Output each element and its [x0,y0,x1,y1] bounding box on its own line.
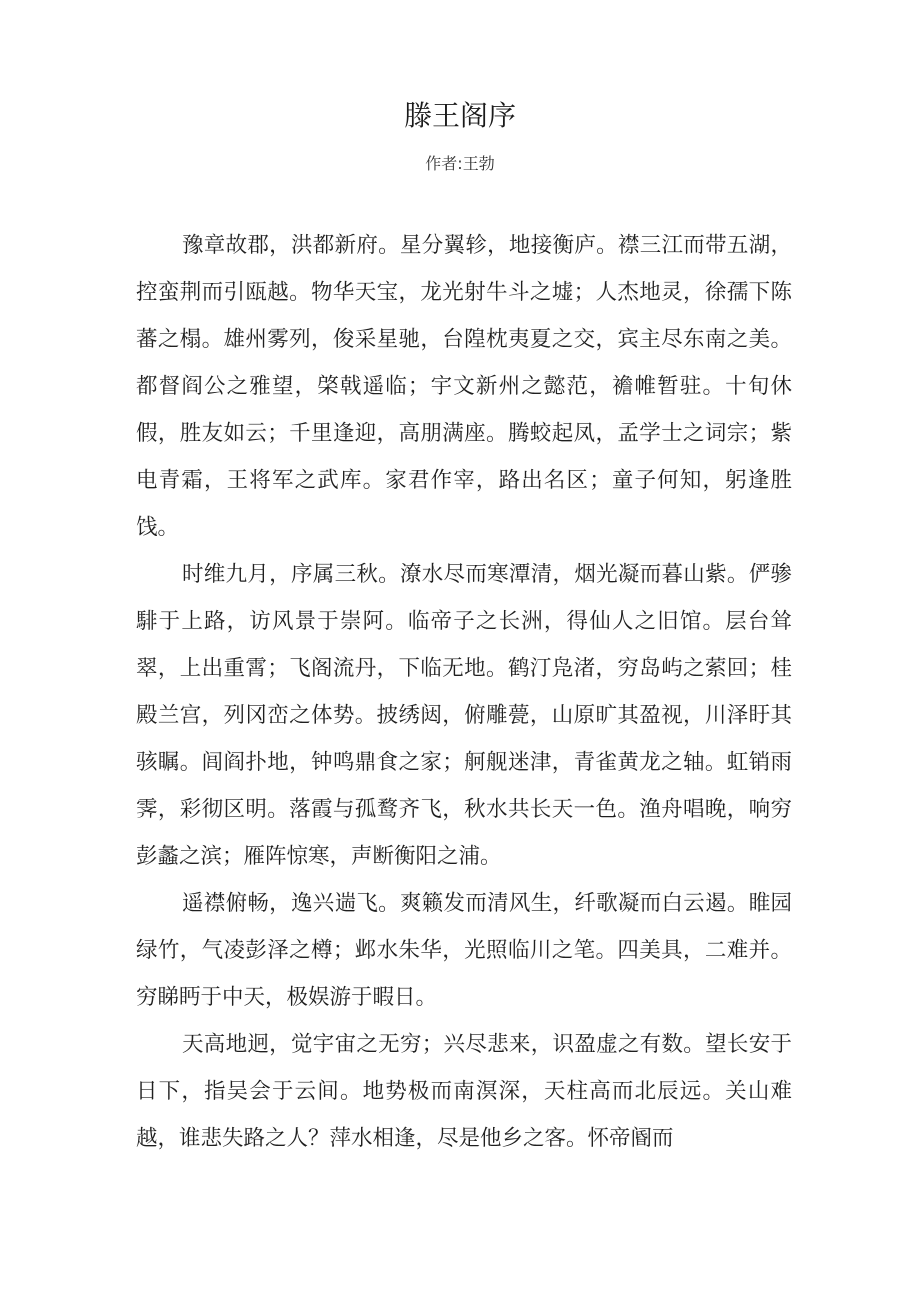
document-body [136,222,792,1162]
document-author: 作者:王勃 [425,154,495,173]
document-title: 滕王阁序 [403,99,516,132]
paragraph-4: 天高地迥，觉宇宙之无穷；兴尽悲来，识盈虚之有数。望长安于日下，指吴会于云间。地势极而南溟深，天柱高而北辰远。关山难越，谁悲失路之人？萍水相逢，尽是他乡之客。怀帝阍而 [136,1032,792,1151]
paragraph-1: 豫章故郡，洪都新府。星分翼轸，地接衡庐。襟三江而带五湖，控蛮荆而引瓯越。物华天宝，龙光射牛斗之墟；人杰地灵，徐孺下陈蕃之榻。雄州雾列，俊采星驰，台隍枕夷夏之交，宾主尽东南之美。都督阎公之雅望，棨戟遥临；宇文新州之懿范，襜帷暂驻。十旬休假，胜友如云；千里逢迎，高朋满座。腾蛟起凤，孟学士之词宗；紫电青霜，王将军之武库。家君作宰，路出名区；童子何知，躬逢胜饯。 [136,233,792,540]
paragraph-3: 遥襟俯畅，逸兴遄飞。爽籁发而清风生，纤歌凝而白云遏。睢园绿竹，气凌彭泽之樽；邺水朱华，光照临川之笔。四美具，二难并。穷睇眄于中天，极娱游于暇日。 [136,891,792,1010]
paragraph-2: 时维九月，序属三秋。潦水尽而寒潭清，烟光凝而暮山紫。俨骖騑于上路，访风景于崇阿。临帝子之长洲，得仙人之旧馆。层台耸翠，上出重霄；飞阁流丹，下临无地。鹤汀凫渚，穷岛屿之萦回；桂殿兰宫，列冈峦之体势。披绣闼，俯雕甍，山原旷其盈视，川泽盱其骇瞩。闾阎扑地，钟鸣鼎食之家；舸舰迷津，青雀黄龙之轴。虹销雨霁，彩彻区明。落霞与孤鹜齐飞，秋水共长天一色。渔舟唱晚，响穷彭蠡之滨；雁阵惊寒，声断衡阳之浦。 [136,562,792,869]
